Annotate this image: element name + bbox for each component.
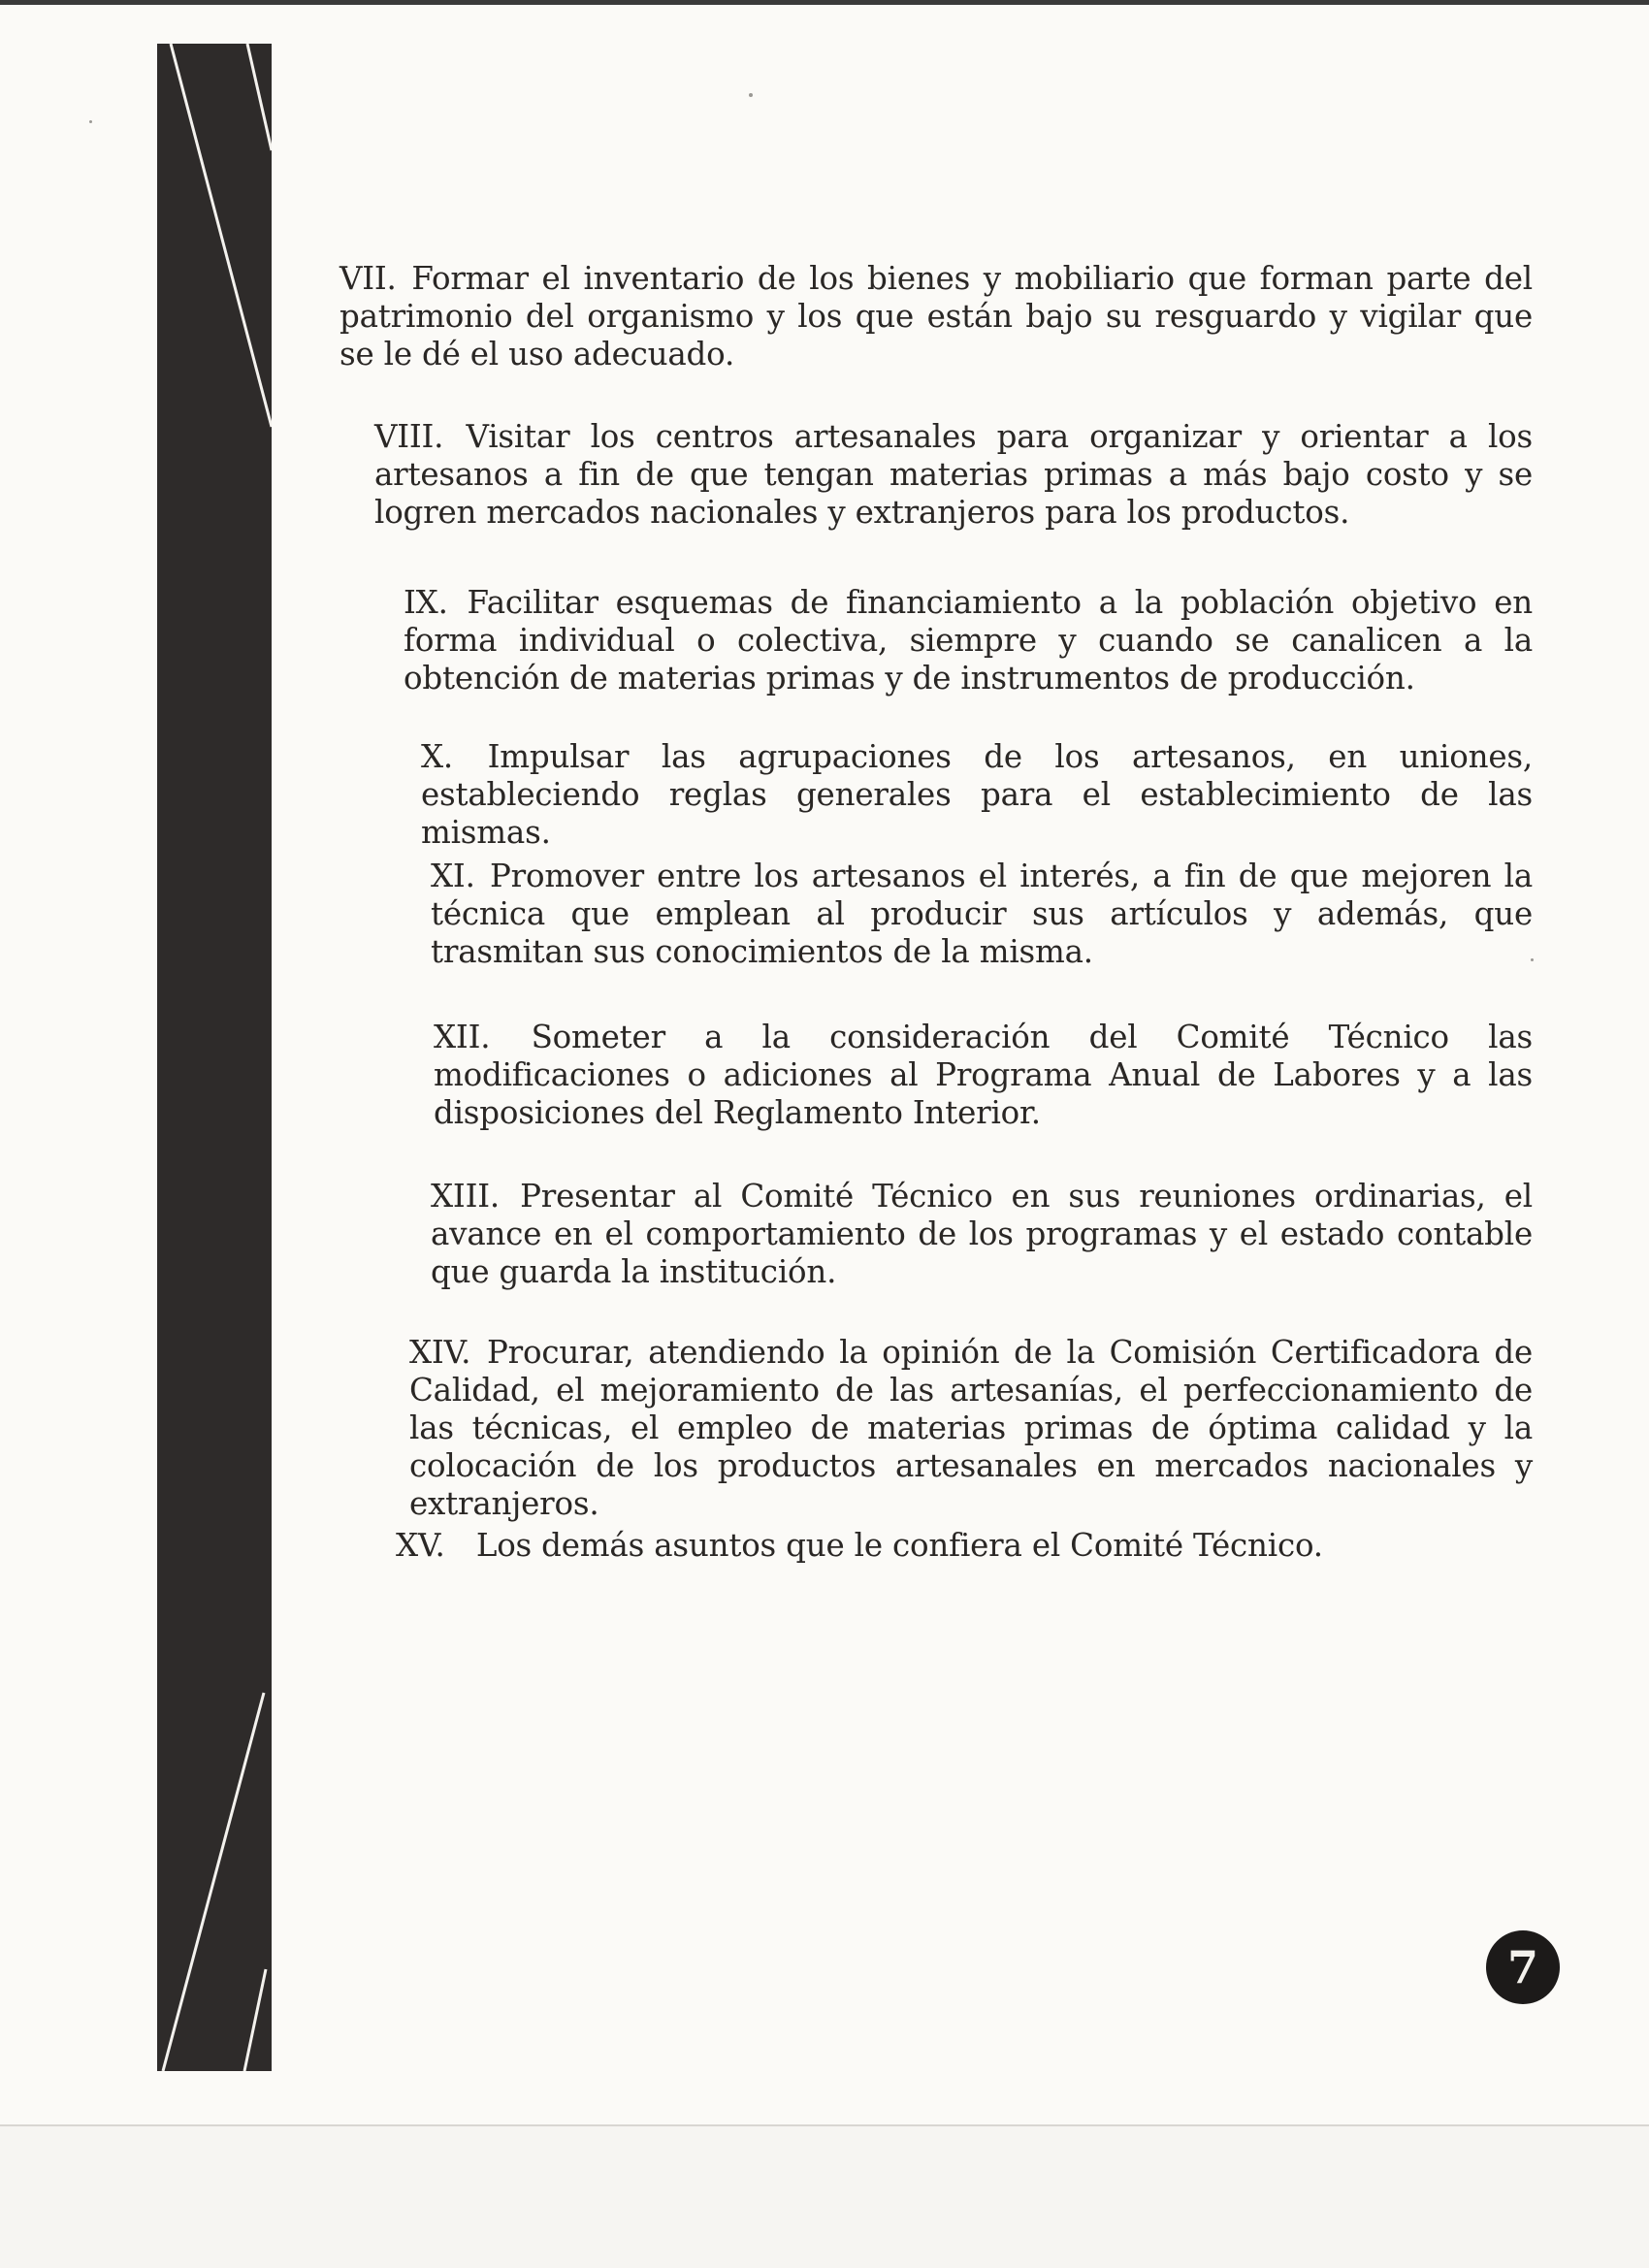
item-text: Facilitar esquemas de financiamiento a la población objetivo en forma individual o colectiva, siempre y cuando se canalicen a la obtención de materias primas y de instrumentos de producción. [404, 584, 1533, 697]
list-item-ix [404, 584, 1533, 697]
item-text: Los demás asuntos que le confiera el Comité Técnico. [475, 1527, 1323, 1564]
item-text: Impulsar las agrupaciones de los artesanos, en uniones, estableciendo reglas generales para el establecimiento de las mismas. [421, 738, 1533, 851]
scan-speck [749, 93, 753, 97]
item-text: Visitar los centros artesanales para organizar y orientar a los artesanos a fin de que tengan materias primas a más bajo costo y se logren mercados nacionales y extranjeros para los productos. [374, 418, 1533, 531]
item-text: Presentar al Comité Técnico en sus reuniones ordinarias, el avance en el comportamiento de los programas y el estado contable que guarda la institución. [431, 1178, 1533, 1290]
item-numeral: XII. [434, 1019, 491, 1055]
sidebar-stripe-graphic [157, 44, 272, 2071]
item-numeral: VIII. [374, 418, 444, 455]
item-text: Promover entre los artesanos el interés, a fin de que mejoren la técnica que emplean al producir sus artículos y además, que trasmitan sus conocimientos de la misma. [431, 858, 1534, 970]
decorative-sidebar-stripe [157, 44, 272, 2071]
item-numeral: XV. [396, 1527, 445, 1564]
list-item-viii [374, 418, 1533, 532]
list-item-xi [431, 858, 1533, 971]
scan-speck [1531, 958, 1534, 961]
item-text: Procurar, atendiendo la opinión de la Comisión Certificadora de Calidad, el mejoramiento de las artesanías, el perfeccionamiento de las técnicas, el empleo de materias primas de óptima calidad y la colocación de los productos artesanales en mercados nacionales y extranjeros. [409, 1334, 1533, 1522]
list-item-xii [434, 1019, 1533, 1132]
list-item-x [421, 738, 1533, 852]
item-numeral: IX. [404, 584, 448, 621]
scan-speck [89, 120, 92, 123]
list-item-xiv [409, 1334, 1533, 1523]
item-numeral: XIV. [409, 1334, 471, 1371]
list-item-xv [396, 1527, 1533, 1565]
item-text: Formar el inventario de los bienes y mobiliario que forman parte del patrimonio del organismo y los que están bajo su resguardo y vigilar que se le dé el uso adecuado. [340, 260, 1533, 373]
item-text: Someter a la consideración del Comité Técnico las modificaciones o adiciones al Programa Anual de Labores y a las disposiciones del Reglamento Interior. [434, 1019, 1533, 1131]
scan-bottom-band [0, 2126, 1649, 2268]
item-numeral: XIII. [431, 1178, 500, 1215]
item-numeral: VII. [340, 260, 397, 297]
page-number-badge: 7 [1486, 1930, 1560, 2004]
item-numeral: XI. [431, 858, 475, 894]
list-item-xiii [431, 1178, 1533, 1291]
scan-top-edge [0, 0, 1649, 5]
item-numeral: X. [421, 738, 454, 775]
list-item-vii [340, 260, 1533, 373]
